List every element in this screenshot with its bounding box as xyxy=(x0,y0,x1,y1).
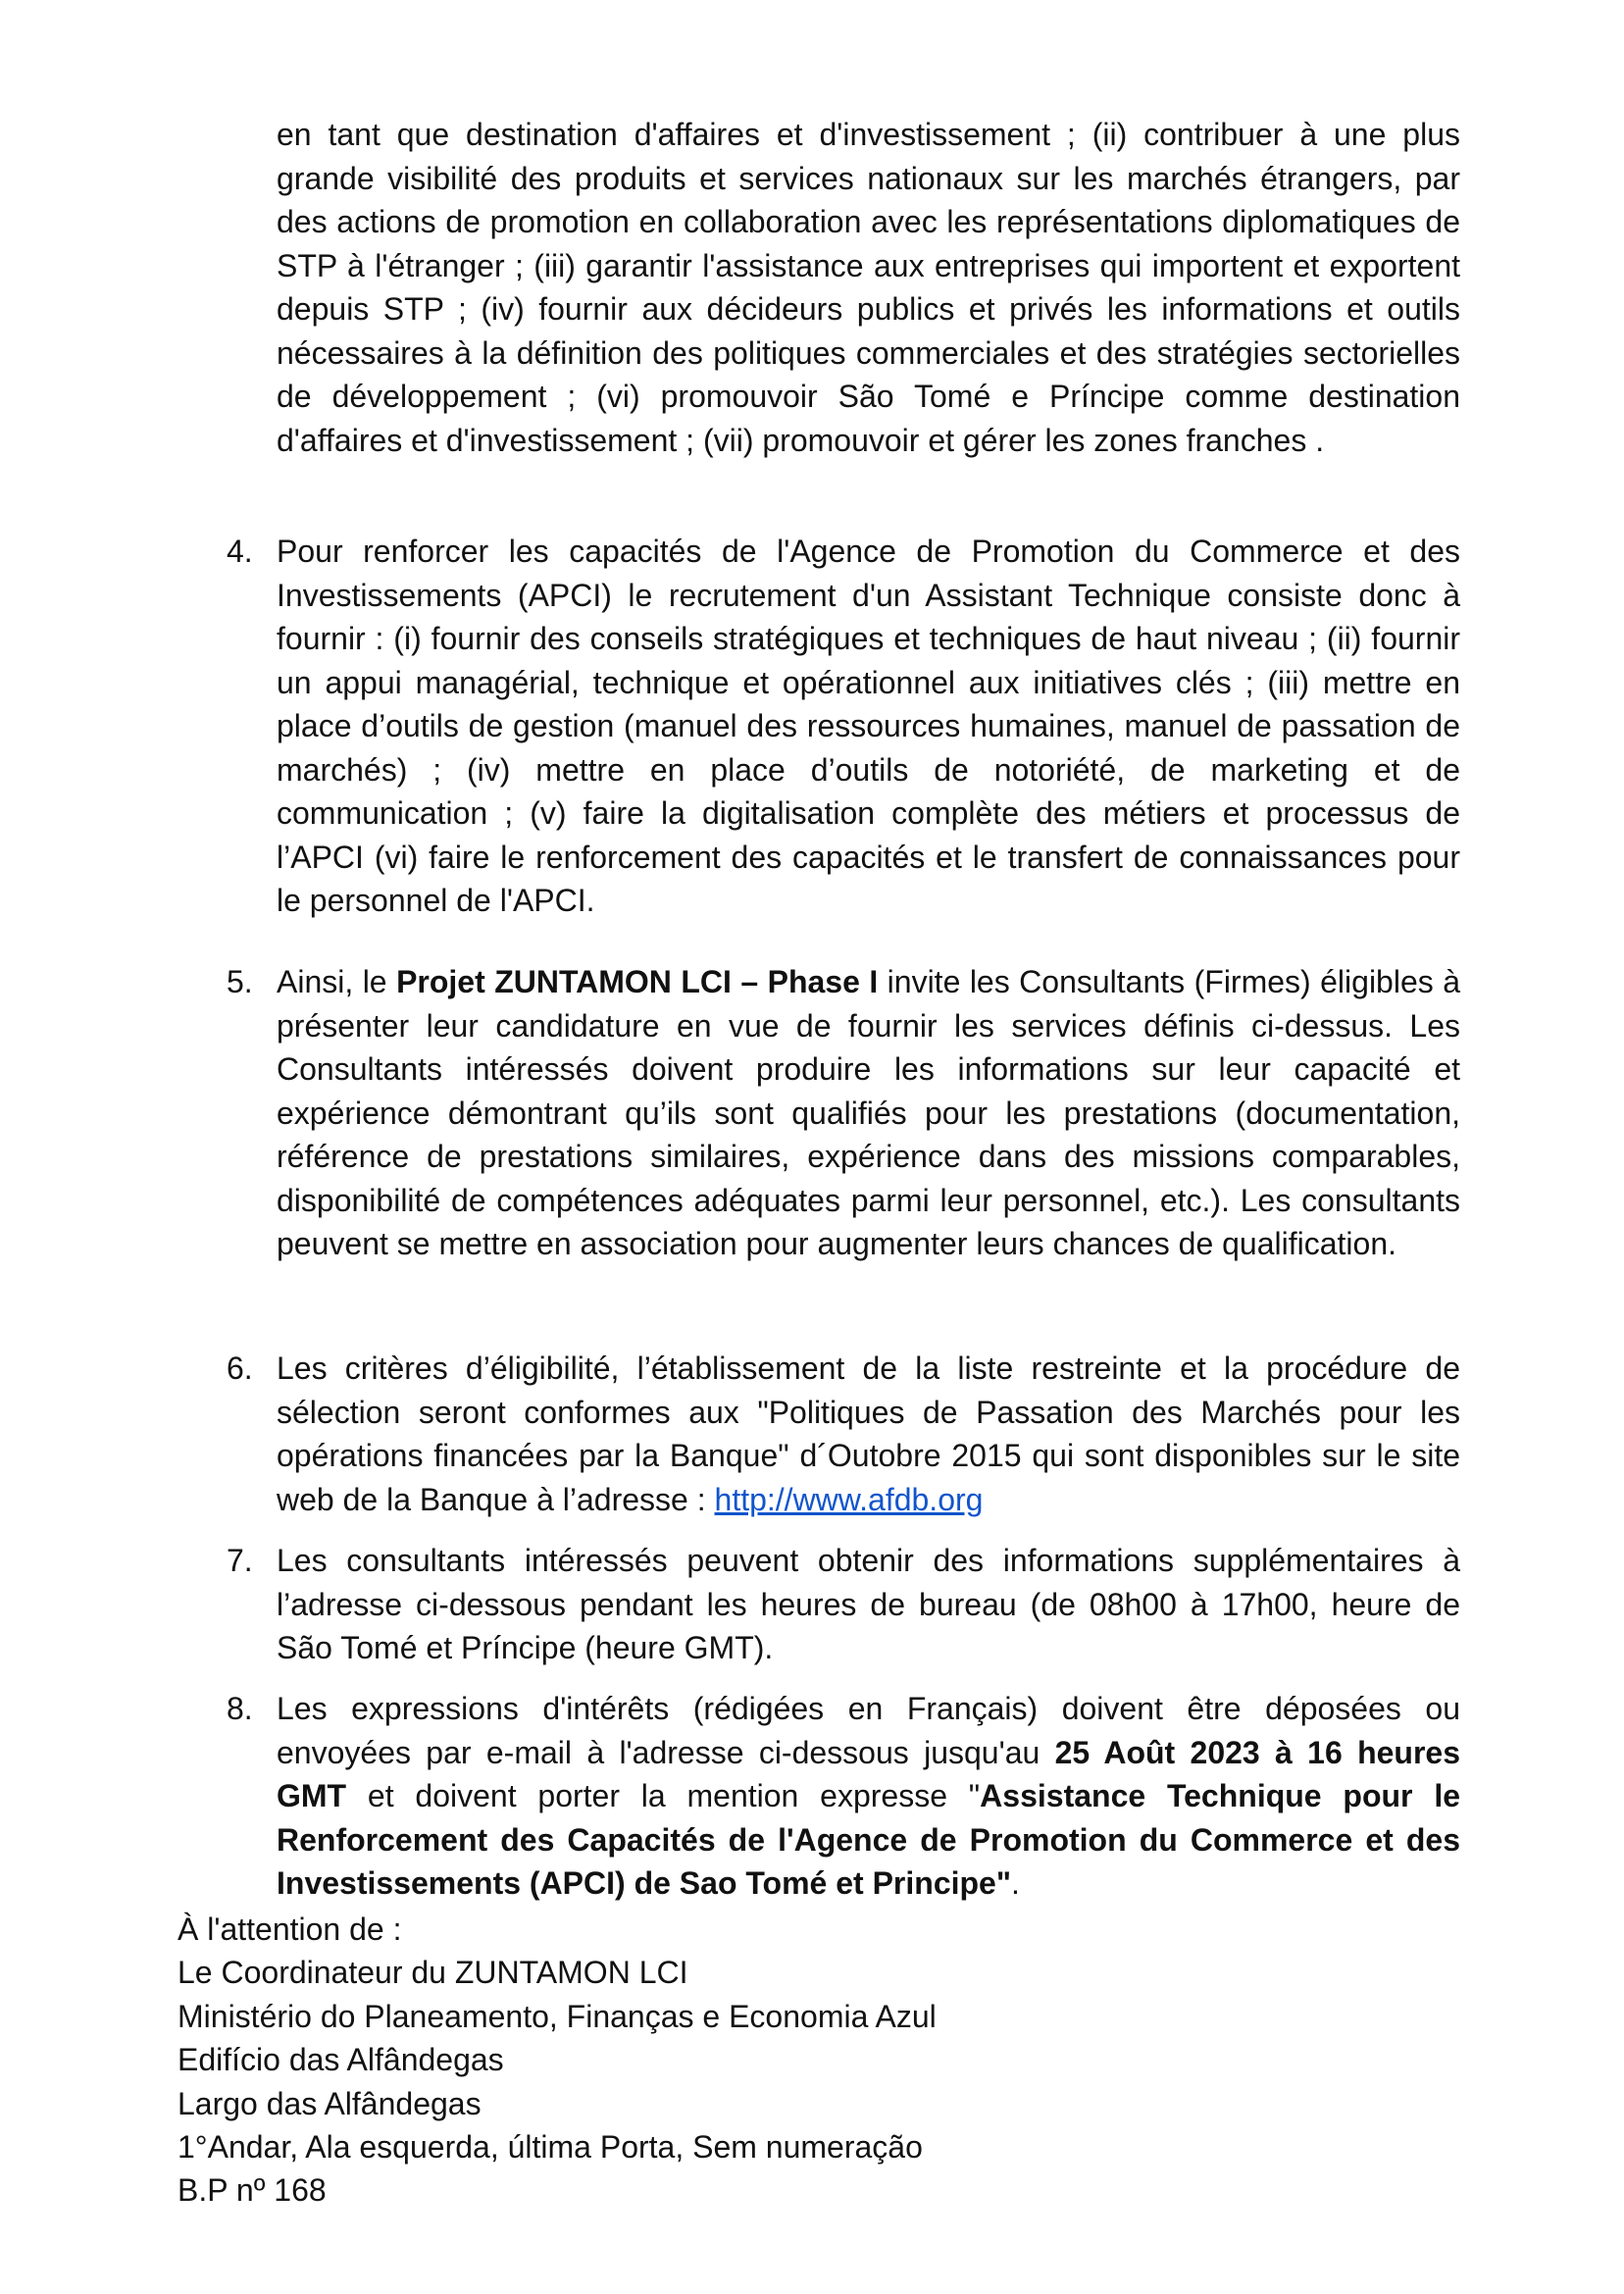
item-number: 8. xyxy=(227,1691,253,1726)
item-text xyxy=(277,1347,1460,1521)
item-text: Les consultants intéressés peuvent obtenir des informations supplémentaires à l’adresse ci-dessous pendant les heures de bureau (de 08h00 à 17h00, heure de São Tomé et Príncipe (heure GMT). xyxy=(277,1543,1460,1665)
intro-paragraph: en tant que destination d'affaires et d'investissement ; (ii) contribuer à une plus grande visibilité des produits et services nationaux sur les marchés étrangers, par des actions de promotion en collaboration avec les représentations diplomatiques de STP à l'étranger ; (iii) garantir l'assistance aux entreprises qui importent et exportent depuis STP ; (iv) fournir aux décideurs publics et privés les informations et outils nécessaires à la définition des politiques commerciales et des stratégies sectorielles de développement ; (vi) promouvoir São Tomé e Príncipe comme destination d'affaires et d'investissement ; (vii) promouvoir et gérer les zones franches . xyxy=(277,117,1460,458)
item-number: 7. xyxy=(227,1543,253,1578)
item-text xyxy=(277,1687,1460,1906)
address-line: Le Coordinateur du ZUNTAMON LCI xyxy=(178,1955,688,1991)
address-line: Largo das Alfândegas xyxy=(178,2085,482,2121)
item-text-prefix: Les expressions d'intérêts (rédigées en Français) doivent être déposées ou envoyées par e-mail à l'adresse ci-dessous jusqu'au xyxy=(277,1691,1460,1770)
address-line: Edifício das Alfândegas xyxy=(178,2042,504,2078)
address-line: 1°Andar, Ala esquerda, última Porta, Sem numeração xyxy=(178,2129,923,2166)
afdb-link[interactable]: http://www.afdb.org xyxy=(714,1481,984,1517)
list-item-5 xyxy=(227,960,1461,1266)
item-text-prefix: Les critères d’éligibilité, l’établissement de la liste restreinte et la procédure de sélection seront conformes aux "Politiques de Passation des Marchés pour les opérations financées par la Banque" d´Outobre 2015 qui sont disponibles sur le site web de la Banque à l’adresse : xyxy=(277,1351,1460,1517)
address-line: À l'attention de : xyxy=(178,1912,402,1947)
list-item-4 xyxy=(227,530,1460,923)
list-item-6 xyxy=(227,1347,1460,1521)
address-block xyxy=(178,1908,1158,2213)
item-text-middle: et doivent porter la mention expresse " xyxy=(346,1778,981,1813)
item-number: 5. xyxy=(227,964,253,999)
item-text: Pour renforcer les capacités de l'Agence de Promotion du Commerce et des Investissements (APCI) le recrutement d'un Assistant Technique consiste donc à fournir : (i) fournir des conseils stratégiques et techniques de haut niveau ; (ii) fournir un appui managérial, technique et opérationnel aux initiatives clés ; (iii) mettre en place d’outils de gestion (manuel des ressources humaines, manuel de passation de marchés) ; (iv) mettre en place d’outils de notoriété, de marketing et de communication ; (v) faire la digitalisation complète des métiers et processus de l’APCI (vi) faire le renforcement des capacités et le transfert de connaissances pour le personnel de l'APCI. xyxy=(277,534,1460,918)
item-text-suffix: . xyxy=(1011,1865,1020,1901)
address-line: Ministério do Planeamento, Finanças e Economia Azul xyxy=(178,1998,937,2034)
item-text xyxy=(277,960,1460,1266)
item-number: 6. xyxy=(227,1351,253,1386)
item-number: 4. xyxy=(227,534,253,569)
submission-mention: Assistance Technique pour le Renforcement des Capacités de l'Agence de Promotion du Commerce et des Investissements (APCI) de Sao Tomé et Principe" xyxy=(277,1778,1461,1901)
address-line: B.P nº 168 xyxy=(178,2172,327,2209)
list-item-7 xyxy=(227,1539,1460,1670)
list-item-8 xyxy=(227,1687,1461,1906)
item-text-prefix: Ainsi, le xyxy=(277,964,397,999)
deadline: 25 Août 2023 à 16 heures GMT xyxy=(277,1734,1461,1813)
item-text-suffix: invite les Consultants (Firmes) éligibles à présenter leur candidature en vue de fournir les services définis ci-dessus. Les Consultants intéressés doivent produire les informations sur leur capacité et expérience démontrant qu’ils sont qualifiés pour les prestations (documentation, référence de prestations similaires, expérience dans des missions comparables, disponibilité de compétences adéquates parmi leur personnel, etc.). Les consultants peuvent se mettre en association pour augmenter leurs chances de qualification. xyxy=(277,964,1461,1261)
project-name: Projet ZUNTAMON LCI – Phase I xyxy=(396,964,879,999)
